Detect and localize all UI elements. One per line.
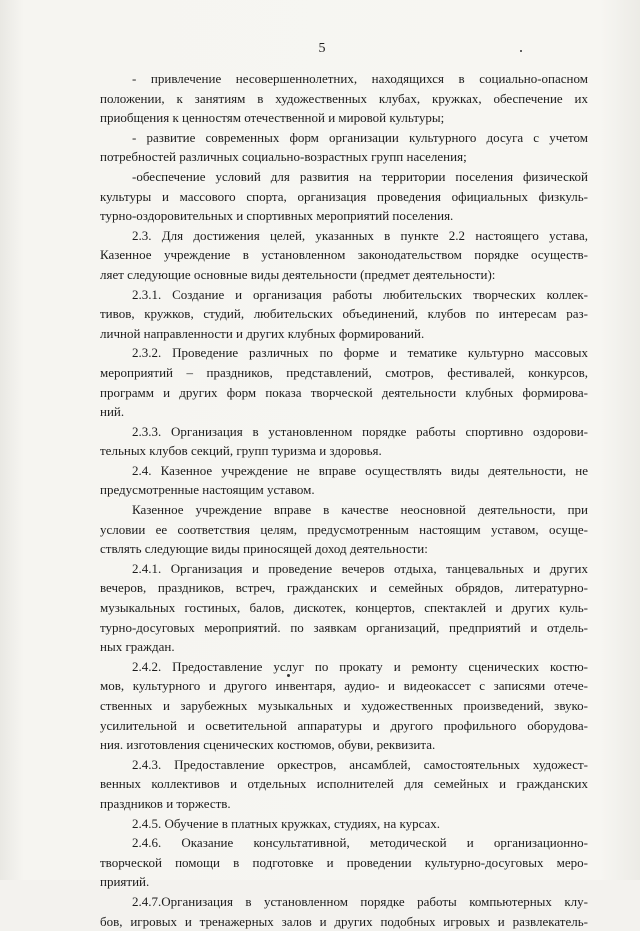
text-line: 2.4.5. Обучение в платных кружках, студиях, на курсах.: [132, 815, 441, 831]
text-line: мероприятий – праздников, представлений, смотров, фестивалей, конкурсов,: [100, 364, 588, 380]
text-line: творческой помощи в подготовке и проведении культурно-досуговых меро-: [100, 854, 588, 870]
text-line: ния. изготовления сценических костюмов, обуви, реквизита.: [100, 737, 436, 753]
text-line: - привлечение несовершеннолетних, находящихся в социально-опасном: [132, 71, 588, 86]
text-line: культуры и массового спорта, организация проведения официальных физкуль-: [100, 188, 588, 204]
text-line: 2.4.1. Организация и проведение вечеров отдыха, танцевальных и других: [132, 560, 588, 576]
text-line: ных граждан.: [100, 639, 175, 655]
text-line: программ и других форм показа творческой деятельности клубных формирова-: [100, 384, 588, 400]
text-line: 2.3. Для достижения целей, указанных в пункте 2.2 настоящего устава,: [132, 227, 588, 243]
text-line: приятий.: [100, 874, 150, 890]
text-line: ственных и зарубежных музыкальных и художественных произведений, звуко-: [100, 698, 588, 713]
text-line: бов, игровых и тренажерных залов и других подобных игровых и развлекатель-: [100, 913, 588, 929]
text-line: вечеров, праздников, встреч, гражданских и семейных обрядов, литературно-: [100, 580, 588, 596]
text-line: мов, культурного и другого инвентаря, аудио- и видеокассет с записями отече-: [100, 678, 588, 694]
text-line: предусмотренные настоящим уставом.: [100, 482, 315, 498]
text-line: 2.3.3. Организация в установленном порядке работы спортивно оздорови-: [132, 423, 588, 439]
text-line: турно-досуговых мероприятий. по заявкам организаций, предприятий и отдель-: [100, 619, 588, 635]
text-line: 2.3.2. Проведение различных по форме и тематике культурно массовых: [132, 345, 588, 361]
text-line: ствлять следующие виды приносящей доход деятельности:: [100, 541, 428, 557]
text-line: тельных клубов секций, групп туризма и здоровья.: [100, 443, 382, 459]
text-line: потребностей различных социально-возрастных групп населения;: [100, 149, 467, 165]
document-body: [100, 69, 588, 931]
text-line: Казенное учреждение вправе в качестве неосновной деятельности, при: [132, 502, 588, 518]
text-line: приобщения к ценностям отечественной и мировой культуры;: [100, 110, 445, 126]
scan-speck: [520, 50, 522, 52]
text-line: 2.4. Казенное учреждение не вправе осуществлять виды деятельности, не: [132, 462, 588, 478]
text-line: праздников и торжеств.: [100, 795, 231, 811]
text-line: музыкальных гостиных, балов, дискотек, концертов, спектаклей и других куль-: [100, 600, 588, 616]
text-line: -обеспечение условий для развития на территории поселения физической: [132, 168, 588, 184]
text-line: тивов, кружков, студий, любительских объединений, клубов по интересам раз-: [100, 306, 588, 322]
text-line: венных коллективов и отдельных исполнителей для семейных и гражданских: [100, 776, 588, 792]
text-line: 2.4.7.Организация в установленном порядке работы компьютерных клу-: [132, 893, 588, 909]
text-line: Казенное учреждение в установленном законодательством порядке осуществ-: [100, 247, 588, 263]
text-line: личной направленности и других клубных формирований.: [100, 325, 425, 341]
scan-speck: [287, 674, 290, 677]
page-number: 5: [318, 41, 326, 56]
text-line: 2.4.2. Предоставление услуг по прокату и ремонту сценических костю-: [132, 658, 588, 674]
text-line: усилительной и осветительной аппаратуры и другого профильного оборудова-: [100, 717, 588, 733]
text-line: - развитие современных форм организации культурного досуга с учетом: [132, 129, 588, 145]
text-line: турно-оздоровительных и спортивных мероприятий поселения.: [100, 208, 454, 224]
text-line: 2.4.3. Предоставление оркестров, ансамблей, самостоятельных художест-: [132, 756, 588, 772]
text-line: ний.: [100, 404, 125, 420]
text-line: 2.3.1. Создание и организация работы любительских творческих коллек-: [132, 286, 588, 302]
text-line: 2.4.6. Оказание консультативной, методической и организационно-: [132, 835, 588, 851]
text-line: условии ее соответствия целям, предусмотренным настоящим уставом, осуще-: [100, 521, 588, 537]
text-line: положении, к занятиям в художественных клубах, кружках, обеспечение их: [100, 90, 588, 106]
text-line: ляет следующие основные виды деятельности (предмет деятельности):: [100, 266, 496, 282]
